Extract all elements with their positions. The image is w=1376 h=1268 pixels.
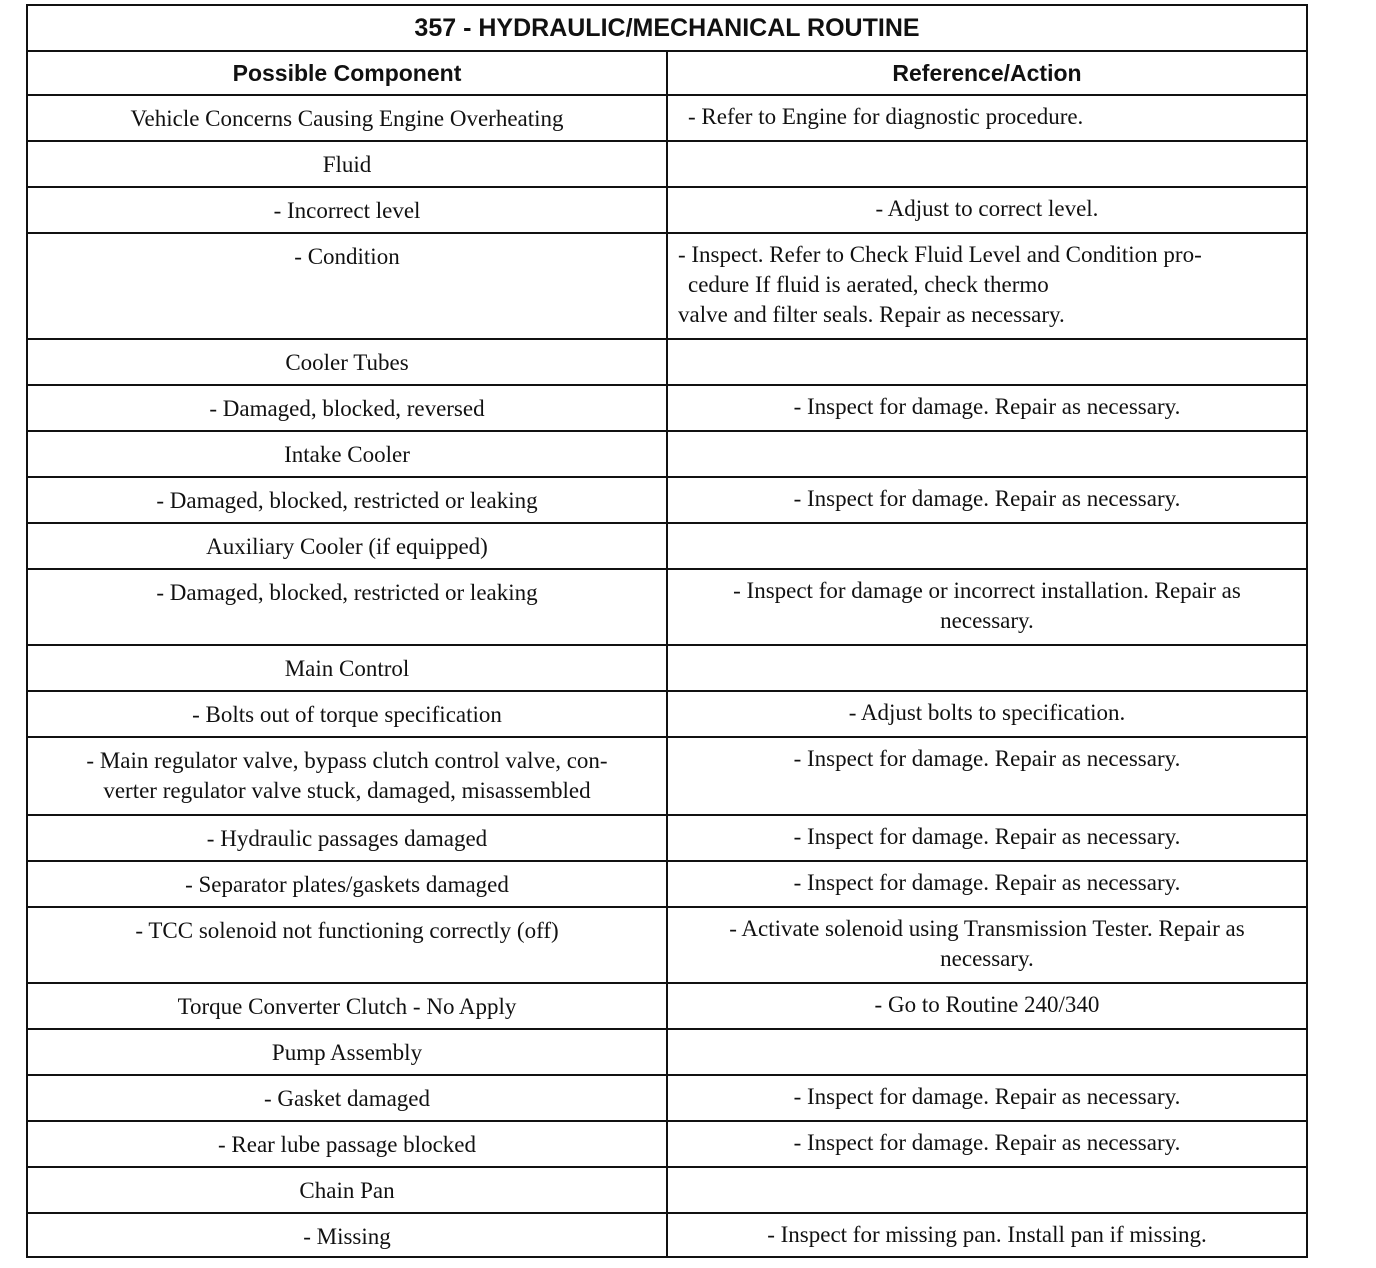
component-text-line: - Main regulator valve, bypass clutch control valve, con- — [86, 748, 608, 773]
action-text-line: - Activate solenoid using Transmission Tester. Repair as — [729, 916, 1245, 941]
action-cell: - Adjust bolts to specification. — [667, 691, 1307, 737]
action-cell — [667, 907, 1307, 983]
component-cell: Torque Converter Clutch - No Apply — [27, 983, 667, 1029]
action-text-line: necessary. — [940, 946, 1034, 971]
table-row — [27, 385, 1307, 431]
action-cell — [667, 233, 1307, 339]
action-cell — [667, 523, 1307, 569]
action-text-line: valve and filter seals. Repair as necessary. — [677, 302, 1065, 327]
action-cell: - Inspect for damage. Repair as necessary. — [667, 737, 1307, 815]
table-row — [27, 861, 1307, 907]
component-cell: Chain Pan — [27, 1167, 667, 1213]
component-cell: Intake Cooler — [27, 431, 667, 477]
table-row — [27, 187, 1307, 233]
action-text: - Refer to Engine for diagnostic procedure. — [687, 104, 1084, 129]
component-cell: - Hydraulic passages damaged — [27, 815, 667, 861]
component-cell: Auxiliary Cooler (if equipped) — [27, 523, 667, 569]
table-row — [27, 691, 1307, 737]
component-cell: - Damaged, blocked, restricted or leaking — [27, 569, 667, 645]
component-cell: - Gasket damaged — [27, 1075, 667, 1121]
action-text-line: - Inspect for damage or incorrect installation. Repair as — [733, 578, 1241, 603]
action-cell — [667, 1029, 1307, 1075]
component-text-line: verter regulator valve stuck, damaged, misassembled — [103, 778, 591, 803]
table-row — [27, 233, 1307, 339]
table-row — [27, 1075, 1307, 1121]
component-cell: - Rear lube passage blocked — [27, 1121, 667, 1167]
action-text-line: cedure If fluid is aerated, check thermo — [687, 272, 1049, 297]
title-row — [27, 5, 1307, 51]
component-cell: - Damaged, blocked, restricted or leaking — [27, 477, 667, 523]
table-title: 357 - HYDRAULIC/MECHANICAL ROUTINE — [27, 5, 1307, 51]
component-cell: - TCC solenoid not functioning correctly (off) — [27, 907, 667, 983]
header-row — [27, 51, 1307, 95]
component-cell: Fluid — [27, 141, 667, 187]
header-possible-component: Possible Component — [27, 51, 667, 95]
action-cell: - Adjust to correct level. — [667, 187, 1307, 233]
action-cell: - Inspect for missing pan. Install pan if missing. — [667, 1213, 1307, 1257]
action-cell — [667, 431, 1307, 477]
table-row — [27, 431, 1307, 477]
table-row — [27, 1167, 1307, 1213]
action-cell: - Inspect for damage. Repair as necessary. — [667, 1075, 1307, 1121]
table-row — [27, 141, 1307, 187]
action-cell — [667, 95, 1307, 141]
action-cell: - Inspect for damage. Repair as necessary. — [667, 1121, 1307, 1167]
table-row — [27, 1121, 1307, 1167]
table-row — [27, 1213, 1307, 1257]
table-row — [27, 569, 1307, 645]
component-cell: - Damaged, blocked, reversed — [27, 385, 667, 431]
action-cell: - Inspect for damage. Repair as necessary. — [667, 385, 1307, 431]
component-cell: Main Control — [27, 645, 667, 691]
component-cell: - Incorrect level — [27, 187, 667, 233]
diagnostic-table — [26, 4, 1308, 1258]
header-reference-action: Reference/Action — [667, 51, 1307, 95]
table-row — [27, 477, 1307, 523]
action-text-line: necessary. — [940, 608, 1034, 633]
component-cell: - Separator plates/gaskets damaged — [27, 861, 667, 907]
table-row — [27, 95, 1307, 141]
component-cell: - Condition — [27, 233, 667, 339]
component-cell: Vehicle Concerns Causing Engine Overheating — [27, 95, 667, 141]
table-row — [27, 983, 1307, 1029]
action-cell: - Inspect for damage. Repair as necessary. — [667, 477, 1307, 523]
component-cell: - Bolts out of torque specification — [27, 691, 667, 737]
table-row — [27, 645, 1307, 691]
action-cell — [667, 569, 1307, 645]
component-cell: - Missing — [27, 1213, 667, 1257]
action-cell — [667, 141, 1307, 187]
table-row — [27, 339, 1307, 385]
action-text-line: - Inspect. Refer to Check Fluid Level and Condition pro- — [677, 242, 1202, 267]
table-row — [27, 907, 1307, 983]
component-cell — [27, 737, 667, 815]
table-row — [27, 737, 1307, 815]
action-cell — [667, 1167, 1307, 1213]
table-row — [27, 523, 1307, 569]
component-cell: Pump Assembly — [27, 1029, 667, 1075]
action-cell: - Inspect for damage. Repair as necessary. — [667, 861, 1307, 907]
component-cell: Cooler Tubes — [27, 339, 667, 385]
table-row — [27, 815, 1307, 861]
table-row — [27, 1029, 1307, 1075]
action-cell — [667, 339, 1307, 385]
action-cell — [667, 645, 1307, 691]
action-cell: - Inspect for damage. Repair as necessary. — [667, 815, 1307, 861]
action-cell: - Go to Routine 240/340 — [667, 983, 1307, 1029]
